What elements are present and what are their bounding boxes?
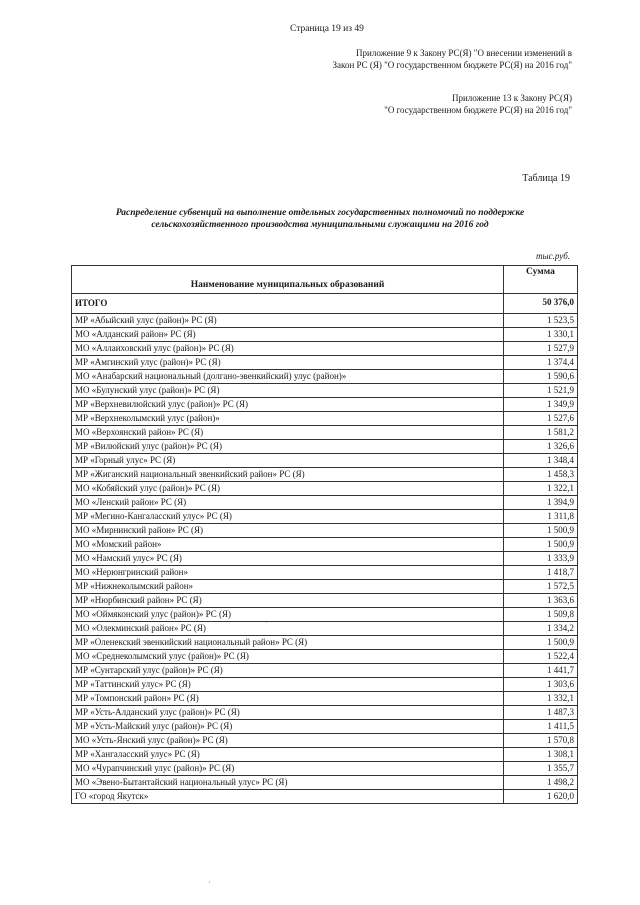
table-row bbox=[72, 692, 578, 706]
subsidy-amount: 1 394,9 bbox=[504, 496, 578, 510]
municipality-name: МО «Ленский район» РС (Я) bbox=[72, 496, 504, 510]
municipality-name: МО «Кобяйский улус (район)» РС (Я) bbox=[72, 482, 504, 496]
table-row bbox=[72, 342, 578, 356]
subsidy-amount: 1 333,9 bbox=[504, 552, 578, 566]
municipality-name: МР «Амгинский улус (район)» РС (Я) bbox=[72, 356, 504, 370]
subsidy-amount: 1 523,5 bbox=[504, 314, 578, 328]
municipality-name: МО «Усть-Янский улус (район)» РС (Я) bbox=[72, 734, 504, 748]
municipality-name: МР «Верхнеколымский улус (район)» bbox=[72, 412, 504, 426]
total-value: 50 376,0 bbox=[504, 294, 578, 314]
subsidy-amount: 1 349,9 bbox=[504, 398, 578, 412]
table-row bbox=[72, 608, 578, 622]
table-header-row bbox=[72, 266, 578, 294]
municipality-name: МО «Мирнинский район» РС (Я) bbox=[72, 524, 504, 538]
table-row bbox=[72, 706, 578, 720]
municipality-name: МР «Оленекский эвенкийский национальный район» РС (Я) bbox=[72, 636, 504, 650]
table-row bbox=[72, 496, 578, 510]
table-row bbox=[72, 748, 578, 762]
subsidy-amount: 1 348,4 bbox=[504, 454, 578, 468]
table-row bbox=[72, 790, 578, 804]
municipality-name: МР «Горный улус» РС (Я) bbox=[72, 454, 504, 468]
municipality-name: МР «Сунтарский улус (район)» РС (Я) bbox=[72, 664, 504, 678]
municipality-name: МО «Верхоянский район» РС (Я) bbox=[72, 426, 504, 440]
table-row bbox=[72, 510, 578, 524]
table-row bbox=[72, 398, 578, 412]
subsidy-amount: 1 581,2 bbox=[504, 426, 578, 440]
subsidy-amount: 1 570,8 bbox=[504, 734, 578, 748]
table-row bbox=[72, 454, 578, 468]
municipality-name: МР «Мегино-Кангаласский улус» РС (Я) bbox=[72, 510, 504, 524]
appendix-note-line: "О государственном бюджете РС(Я) на 2016 год" bbox=[384, 105, 572, 115]
subsidy-amount: 1 527,6 bbox=[504, 412, 578, 426]
municipality-name: МР «Таттинский улус» РС (Я) bbox=[72, 678, 504, 692]
subsidy-amount: 1 500,9 bbox=[504, 636, 578, 650]
table-row bbox=[72, 356, 578, 370]
table-row bbox=[72, 678, 578, 692]
table-row bbox=[72, 776, 578, 790]
table-row bbox=[72, 440, 578, 454]
table-row bbox=[72, 594, 578, 608]
municipality-name: МО «Олекминский район» РС (Я) bbox=[72, 622, 504, 636]
table-row bbox=[72, 328, 578, 342]
table-row bbox=[72, 524, 578, 538]
subsidy-amount: 1 326,6 bbox=[504, 440, 578, 454]
subsidy-amount: 1 509,8 bbox=[504, 608, 578, 622]
subsidy-amount: 1 334,2 bbox=[504, 622, 578, 636]
table-row bbox=[72, 622, 578, 636]
subsidy-amount: 1 330,1 bbox=[504, 328, 578, 342]
table-row bbox=[72, 426, 578, 440]
subsidy-amount: 1 441,7 bbox=[504, 664, 578, 678]
municipality-name: МО «Чурапчинский улус (район)» РС (Я) bbox=[72, 762, 504, 776]
subsidy-amount: 1 303,6 bbox=[504, 678, 578, 692]
column-header-sum: Сумма bbox=[504, 266, 578, 294]
subsidy-amount: 1 322,1 bbox=[504, 482, 578, 496]
table-row bbox=[72, 636, 578, 650]
municipality-name: МО «Среднеколымский улус (район)» РС (Я) bbox=[72, 650, 504, 664]
subsidy-amount: 1 374,4 bbox=[504, 356, 578, 370]
table-row bbox=[72, 580, 578, 594]
subsidy-amount: 1 572,5 bbox=[504, 580, 578, 594]
municipality-name: МО «Алданский район» РС (Я) bbox=[72, 328, 504, 342]
municipality-name: МР «Вилюйский улус (район)» РС (Я) bbox=[72, 440, 504, 454]
subsidy-amount: 1 363,6 bbox=[504, 594, 578, 608]
municipality-name: МО «Эвено-Бытантайский национальный улус» РС (Я) bbox=[72, 776, 504, 790]
subsidy-amount: 1 521,9 bbox=[504, 384, 578, 398]
municipality-name: МО «Момский район» bbox=[72, 538, 504, 552]
municipality-name: МР «Хангаласский улус» РС (Я) bbox=[72, 748, 504, 762]
total-label: ИТОГО bbox=[72, 294, 504, 314]
municipality-name: МР «Усть-Майский улус (район)» РС (Я) bbox=[72, 720, 504, 734]
table-row bbox=[72, 762, 578, 776]
subsidy-amount: 1 500,9 bbox=[504, 538, 578, 552]
subsidy-amount: 1 332,1 bbox=[504, 692, 578, 706]
appendix-note-line: Приложение 13 к Закону РС(Я) bbox=[451, 93, 572, 103]
subsidy-amount: 1 527,9 bbox=[504, 342, 578, 356]
table-row bbox=[72, 384, 578, 398]
municipality-name: МО «Анабарский национальный (долгано-эвенкийский) улус (район)» bbox=[72, 370, 504, 384]
subsidy-amount: 1 308,1 bbox=[504, 748, 578, 762]
table-row bbox=[72, 468, 578, 482]
table-row bbox=[72, 314, 578, 328]
table-row bbox=[72, 650, 578, 664]
column-header-name: Наименование муниципальных образований bbox=[72, 266, 504, 294]
municipality-name: МР «Жиганский национальный эвенкийский район» РС (Я) bbox=[72, 468, 504, 482]
appendix-note-line: Закон РС (Я) "О государственном бюджете РС(Я) на 2016 год" bbox=[332, 60, 572, 70]
municipality-name: МО «Нерюнгринский район» bbox=[72, 566, 504, 580]
municipality-name: МР «Усть-Алданский улус (район)» РС (Я) bbox=[72, 706, 504, 720]
municipality-name: МР «Нижнеколымский район» bbox=[72, 580, 504, 594]
municipality-name: МО «Оймяконский улус (район)» РС (Я) bbox=[72, 608, 504, 622]
total-row bbox=[72, 294, 578, 314]
scan-speck: · bbox=[265, 618, 268, 627]
municipality-name: МО «Намский улус» РС (Я) bbox=[72, 552, 504, 566]
table-row bbox=[72, 720, 578, 734]
subsidy-amount: 1 355,7 bbox=[504, 762, 578, 776]
subsidy-amount: 1 418,7 bbox=[504, 566, 578, 580]
municipality-name: ГО «город Якутск» bbox=[72, 790, 504, 804]
subsidy-amount: 1 311,8 bbox=[504, 510, 578, 524]
subsidy-amount: 1 500,9 bbox=[504, 524, 578, 538]
table-row bbox=[72, 734, 578, 748]
municipality-name: МО «Булунский улус (район)» РС (Я) bbox=[72, 384, 504, 398]
table-row bbox=[72, 538, 578, 552]
subsidy-amount: 1 620,0 bbox=[504, 790, 578, 804]
table-row bbox=[72, 412, 578, 426]
municipality-name: МР «Абыйский улус (район)» РС (Я) bbox=[72, 314, 504, 328]
municipality-name: МР «Верхневилюйский улус (район)» РС (Я) bbox=[72, 398, 504, 412]
table-row bbox=[72, 664, 578, 678]
municipality-name: МР «Нюрбинский район» РС (Я) bbox=[72, 594, 504, 608]
subsidy-amount: 1 522,4 bbox=[504, 650, 578, 664]
appendix-note-line: Приложение 9 к Закону РС(Я) "О внесении изменений в bbox=[356, 48, 572, 58]
units-label: тыс.руб. bbox=[536, 251, 570, 261]
table-number: Таблица 19 bbox=[522, 173, 570, 184]
scan-speck: · bbox=[208, 878, 211, 887]
municipality-name: МР «Томпонский район» РС (Я) bbox=[72, 692, 504, 706]
subsidy-table bbox=[71, 265, 578, 804]
document-title-line: Распределение субвенций на выполнение отдельных государственных полномочий по поддержке bbox=[115, 208, 525, 218]
municipality-name: МО «Аллаиховский улус (район)» РС (Я) bbox=[72, 342, 504, 356]
subsidy-amount: 1 590,6 bbox=[504, 370, 578, 384]
table-row bbox=[72, 552, 578, 566]
appendix-note-amendment bbox=[333, 47, 572, 71]
table-row bbox=[72, 370, 578, 384]
table-row bbox=[72, 482, 578, 496]
document-title bbox=[60, 207, 580, 231]
document-title-line: сельскохозяйственного производства муниципальными служащими на 2016 год bbox=[151, 220, 489, 230]
appendix-note-budget bbox=[384, 92, 572, 116]
table-row bbox=[72, 566, 578, 580]
subsidy-amount: 1 487,3 bbox=[504, 706, 578, 720]
subsidy-amount: 1 411,5 bbox=[504, 720, 578, 734]
subsidy-amount: 1 458,3 bbox=[504, 468, 578, 482]
page-number: Страница 19 из 49 bbox=[290, 24, 364, 34]
subsidy-amount: 1 498,2 bbox=[504, 776, 578, 790]
